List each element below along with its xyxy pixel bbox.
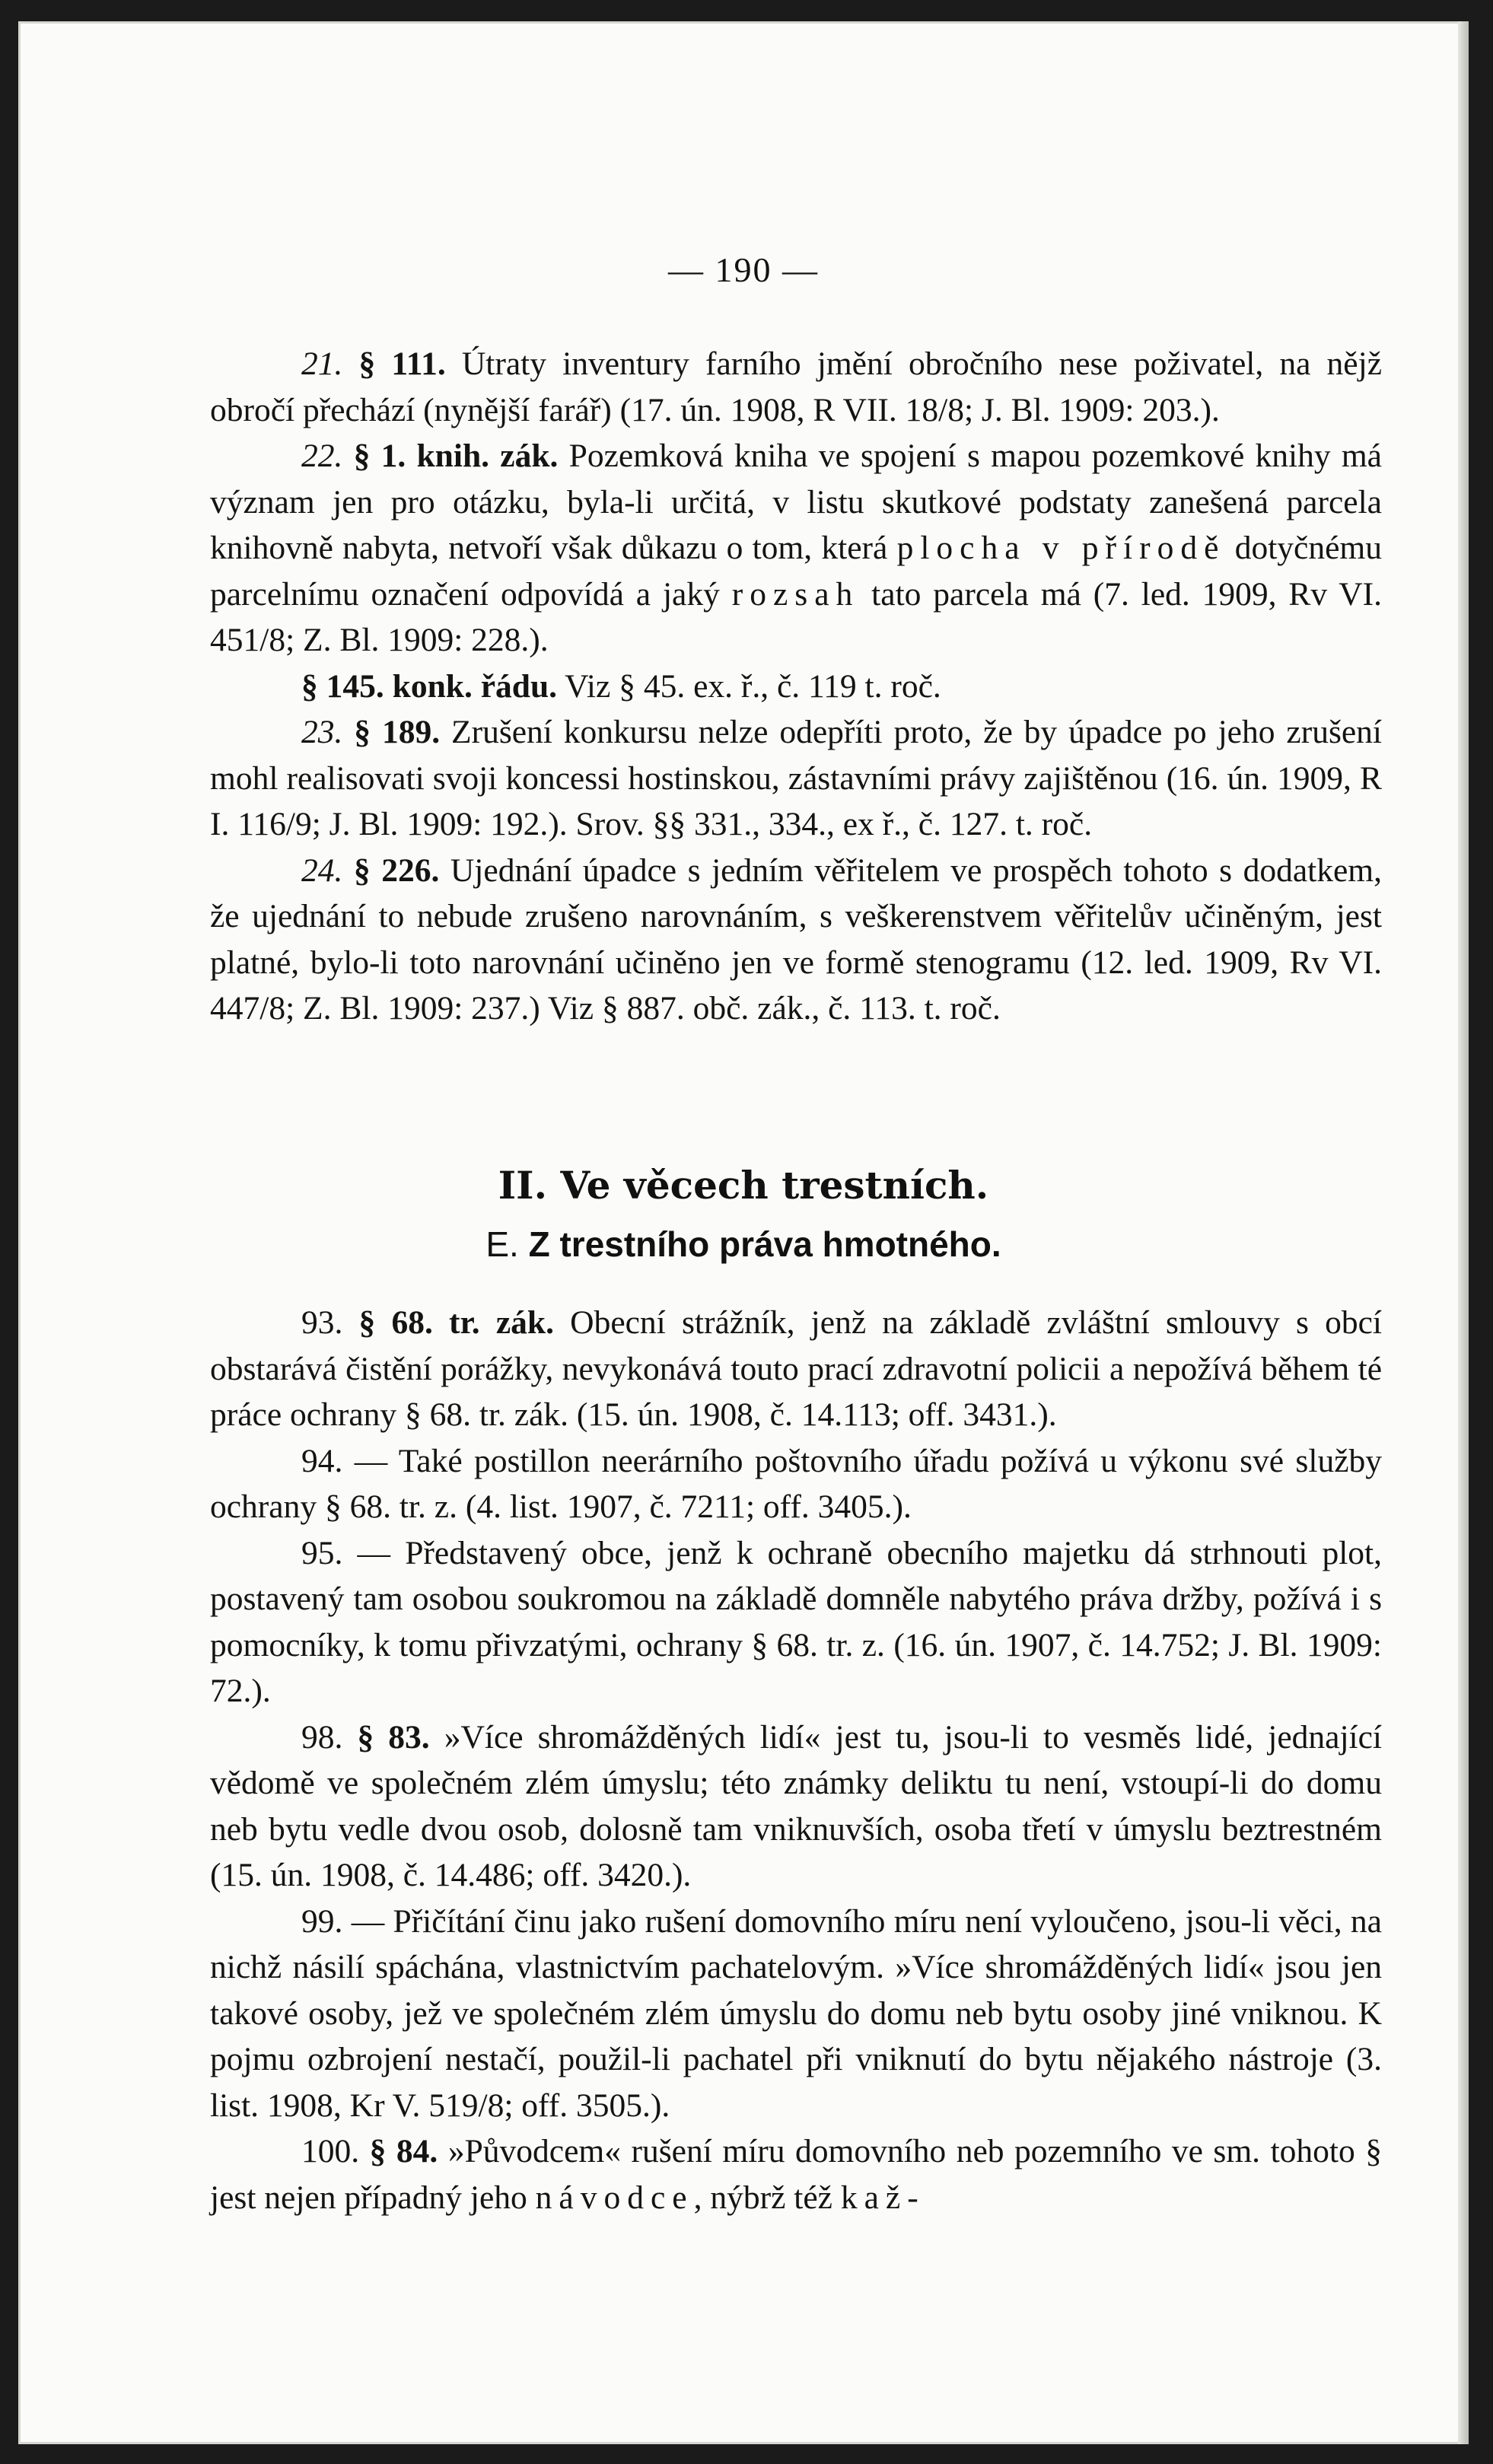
paragraph-98 <box>210 1714 1382 1899</box>
entry-number: 93. <box>301 1304 343 1341</box>
entry-number: 23. <box>301 714 343 750</box>
book-page <box>18 21 1469 2444</box>
subsection-title: Z trestního práva hmotného. <box>528 1224 1001 1264</box>
paragraph-95: 95. — Představený obce, jenž k ochraně obecního majetku dá strhnouti plot, postavený tam osobou soukromou na základě domněle nabytého práva držby, požívá i s pomocníky, k tomu přivzatými, ochrany § 68. tr. z. (16. ún. 1907, č. 14.752; J. Bl. 1909: 72.). <box>210 1534 1382 1709</box>
statute-reference: § 1. knih. zák. <box>353 438 559 474</box>
paragraph-22 <box>210 433 1382 664</box>
emphasis-spaced: plocha v přírodě <box>896 530 1226 566</box>
paragraph-21 <box>210 341 1382 433</box>
paragraph-text: Pozemková kniha ve spojení s mapou pozemkové knihy má význam jen pro otázku, byla-li určitá, v listu skutkové podstaty zanešená parcela knihovně nabyta, netvoří však důkazu o tom, která <box>210 438 1382 566</box>
subsection-heading <box>18 1224 1469 1265</box>
statute-reference: § 111. <box>358 345 446 382</box>
paragraph-99: 99. — Přičítání činu jako rušení domovního míru není vyloučeno, jsou-li věci, na nichž násilí spáchána, vlastnictvím pachatelovým. »Více shromážděných lidí« jsou jen takové osoby, jež ve společném zlém úmyslu do domu neb bytu osoby jiné vniknou. K pojmu ozbrojení nestačí, použil-li pachatel při vniknutí do bytu nějakého nástroje (3. list. 1908, Kr V. 519/8; off. 3505.). <box>210 1902 1382 2124</box>
paragraph-145 <box>210 664 1382 710</box>
entry-number: 100. <box>301 2133 360 2170</box>
emphasis-spaced: návodce <box>535 2179 694 2216</box>
paragraph-text: Útraty inventury farního jmění obročního nese poživatel, na nějž obročí přechází (nynější farář) (17. ún. 1908, R VII. 18/8; J. Bl. 1909: 203.). <box>210 345 1382 428</box>
paragraph-24 <box>210 848 1382 1032</box>
entry-number: 22. <box>301 438 343 474</box>
statute-reference: § 226. <box>353 852 440 889</box>
page-number: — 190 — <box>668 250 819 289</box>
criminal-law-section <box>210 1300 1382 2220</box>
paragraph-text: Obecní strážník, jenž na základě zvláštní smlouvy s obcí obstarává čistění porážky, nevykonává touto prací zdravotní policii a nepožívá během té práce ochrany § 68. tr. zák. (15. ún. 1908, č. 14.113; off. 3431.). <box>210 1304 1382 1433</box>
paragraph-text: Viz § 45. ex. ř., č. 119 t. roč. <box>565 667 941 705</box>
paragraph-94: 94. — Také postillon neerárního poštovního úřadu požívá u výkonu své služby ochrany § 68. tr. z. (4. list. 1907, č. 7211; off. 3405.). <box>210 1442 1382 1525</box>
entry-number: 21. <box>301 345 343 382</box>
paragraph-text: tato parcela má (7. led. 1909, Rv VI. 451/8; Z. Bl. 1909: 228.). <box>210 575 1383 658</box>
paragraph-text: »Více shromážděných lidí« jest tu, jsou-li to vesměs lidé, jednající vědomě ve společném zlém úmyslu; této známky deliktu tu není, vstoupí-li do domu neb bytu vedle dvou osob, dolosně tam vniknuvších, osoba třetí v úmyslu beztrestném (15. ún. 1908, č. 14.486; off. 3420.). <box>210 1718 1383 1893</box>
statute-reference: § 83. <box>357 1718 430 1756</box>
paragraph-text: , nýbrž též <box>693 2179 832 2216</box>
entry-number: 24. <box>301 852 343 889</box>
paragraph-text: dotyčnému parcelnímu označení odpovídá a jaký <box>210 530 1382 613</box>
paragraph-text: »Původcem« rušení míru domovního neb pozemního ve sm. tohoto § jest nejen případný jeho <box>210 2133 1383 2216</box>
statute-reference: § 68. tr. zák. <box>358 1304 554 1341</box>
paragraph-text: Ujednání úpadce s jedním věřitelem ve prospěch tohoto s dodatkem, že ujednání to nebude zrušeno narovnáním, s veškerenstvem věřitelův učiněným, jest platné, bylo-li toto narovnání učiněno jen ve formě stenogramu (12. led. 1909, Rv VI. 447/8; Z. Bl. 1909: 237.) Viz § 887. obč. zák., č. 113. t. roč. <box>210 852 1383 1027</box>
paragraph-93 <box>210 1300 1382 1438</box>
subsection-letter: E. <box>485 1224 519 1264</box>
paragraph-100 <box>210 2128 1382 2220</box>
civil-law-section <box>210 341 1382 1032</box>
statute-reference: § 84. <box>369 2133 438 2170</box>
paragraph-text: Zrušení konkursu nelze odepříti proto, že by úpadce po jeho zrušení mohl realisovati svoji koncessi hostinskou, zástavními právy zajištěnou (16. ún. 1909, R I. 116/9; J. Bl. 1909: 192.). Srov. §§ 331., 334., ex ř., č. 127. t. roč. <box>210 714 1383 842</box>
section-heading: II. Ve věcech trestních. <box>498 1163 989 1208</box>
statute-reference: § 189. <box>354 714 441 750</box>
entry-number: 98. <box>301 1718 343 1756</box>
statute-reference: § 145. konk. řádu. <box>301 667 558 705</box>
paragraph-23 <box>210 709 1382 848</box>
emphasis-spaced: kaž- <box>840 2179 925 2216</box>
emphasis-spaced: rozsah <box>731 575 860 613</box>
